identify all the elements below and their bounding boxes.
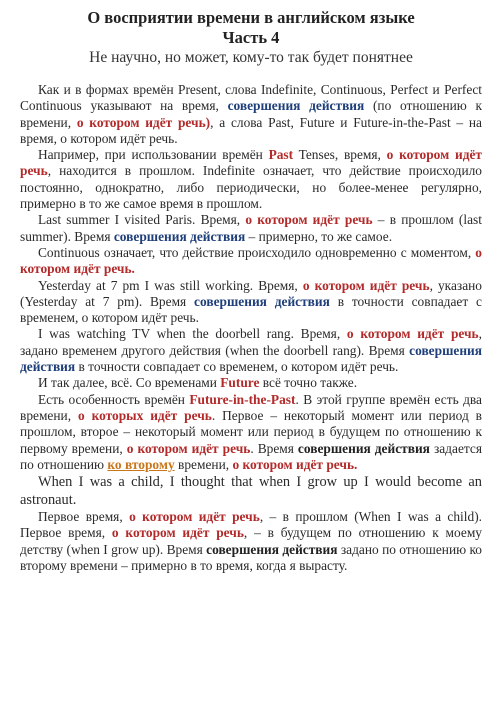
- highlight-reference-time: о которых идёт речь: [77, 407, 212, 423]
- text: . Первое – некоторый момент или период в прошлом, второе – некоторый момент или период в будущем по отношению к первому времени,: [20, 407, 482, 456]
- highlight-action-time: совершения действия: [20, 342, 482, 375]
- text: , задано временем другого действия (when the doorbell rang). Время: [20, 326, 482, 358]
- highlight-future: Future: [220, 375, 260, 391]
- text: – в прошлом (last summer). Время: [20, 212, 482, 244]
- highlight-action-time: совершения действия: [194, 293, 330, 309]
- text: задано по отношению ко второму времени – примерно в то время, когда я вырасту.: [20, 541, 482, 574]
- highlight-reference-time: о котором идёт речь: [111, 525, 244, 541]
- paragraph-1: [20, 82, 482, 147]
- text: Есть особенность времён: [38, 391, 190, 407]
- text: И так далее, всё. Со временами: [38, 375, 221, 391]
- paragraph-9-example: When I was a child, I thought that when I grow up I would become an astronaut.: [20, 474, 482, 509]
- text: Last summer I visited Paris. Время,: [38, 212, 246, 228]
- highlight-action-time: совершения действия: [113, 228, 246, 244]
- highlight-past: Past: [268, 147, 294, 163]
- paragraph-2: [20, 147, 482, 212]
- document-body: [20, 82, 482, 574]
- highlight-reference-time: о котором идёт речь: [245, 212, 373, 228]
- text: Например, при использовании времён: [38, 147, 269, 163]
- text: , – в будущем по отношению к моему детству (when I grow up). Время: [20, 525, 482, 557]
- paragraph-8: [20, 392, 482, 473]
- text: , указано (Yesterday at 7 pm). Время: [20, 277, 483, 309]
- text: задается по отношению: [20, 440, 483, 472]
- text: , а слова Past, Future и Future-in-the-Past – на время, о котором идёт речь.: [20, 114, 482, 146]
- text: Continuous означает, что действие происходило одновременно с моментом,: [38, 244, 476, 260]
- highlight-reference-time: о котором идёт речь.: [20, 244, 482, 277]
- highlight-reference-time: о котором идёт речь: [20, 147, 482, 179]
- text: . В этой группе времён есть два времени,: [20, 391, 482, 423]
- document-subtitle: Часть 4: [222, 28, 280, 47]
- text: Как и в формах времён Present, слова Indefinite, Continuous, Perfect и Perfect Continuous указывают на время,: [20, 82, 482, 114]
- highlight-reference-time: о котором идёт речь: [346, 326, 479, 342]
- highlight-reference-time: о котором идёт речь: [129, 509, 260, 525]
- document-title: О восприятии времени в английском языке: [87, 8, 415, 27]
- highlight-reference-time: о котором идёт речь): [76, 114, 211, 130]
- highlight-reference-time: о котором идёт речь.: [232, 456, 358, 472]
- highlight-reference-time: о котором идёт речь: [302, 277, 430, 293]
- text: – примерно, то же самое.: [245, 228, 393, 244]
- text: в точности совпадает с временем, о котором идёт речь.: [20, 293, 483, 326]
- paragraph-7: [20, 375, 482, 391]
- text: , находится в прошлом. Indefinite означает, что действие происходило постоянно, однократно, либо периодически, но более-менее регулярно, примерно в то же самое время в прошлом.: [20, 163, 482, 212]
- text: I was watching TV when the doorbell rang. Время,: [38, 326, 347, 342]
- paragraph-6: [20, 326, 482, 375]
- highlight-action-time: совершения действия: [206, 541, 338, 557]
- paragraph-10: [20, 509, 482, 574]
- text: (по отношению к времени,: [20, 98, 482, 130]
- text: всё точно также.: [259, 375, 358, 391]
- paragraph-4: [20, 245, 482, 278]
- highlight-reference-time: о котором идёт речь: [126, 440, 251, 456]
- text: Yesterday at 7 pm I was still working. Время,: [38, 277, 303, 293]
- text: Tenses, время,: [293, 147, 387, 163]
- document-lead: Не научно, но может, кому-то так будет понятнее: [89, 49, 413, 66]
- paragraph-5: [20, 278, 482, 327]
- highlight-action-time: совершения действия: [297, 440, 430, 456]
- paragraph-3: [20, 212, 482, 245]
- text: . Время: [250, 440, 298, 456]
- highlight-future-in-the-past: Future-in-the-Past: [189, 391, 296, 407]
- highlight-action-time: совершения действия: [227, 98, 365, 114]
- text: Первое время,: [38, 509, 130, 525]
- text: в точности совпадает со временем, о котором идёт речь.: [75, 359, 399, 375]
- text: времени,: [174, 456, 233, 472]
- text: , – в прошлом (When I was a child). Первое время,: [20, 509, 483, 541]
- highlight-second: ко второму: [107, 456, 175, 472]
